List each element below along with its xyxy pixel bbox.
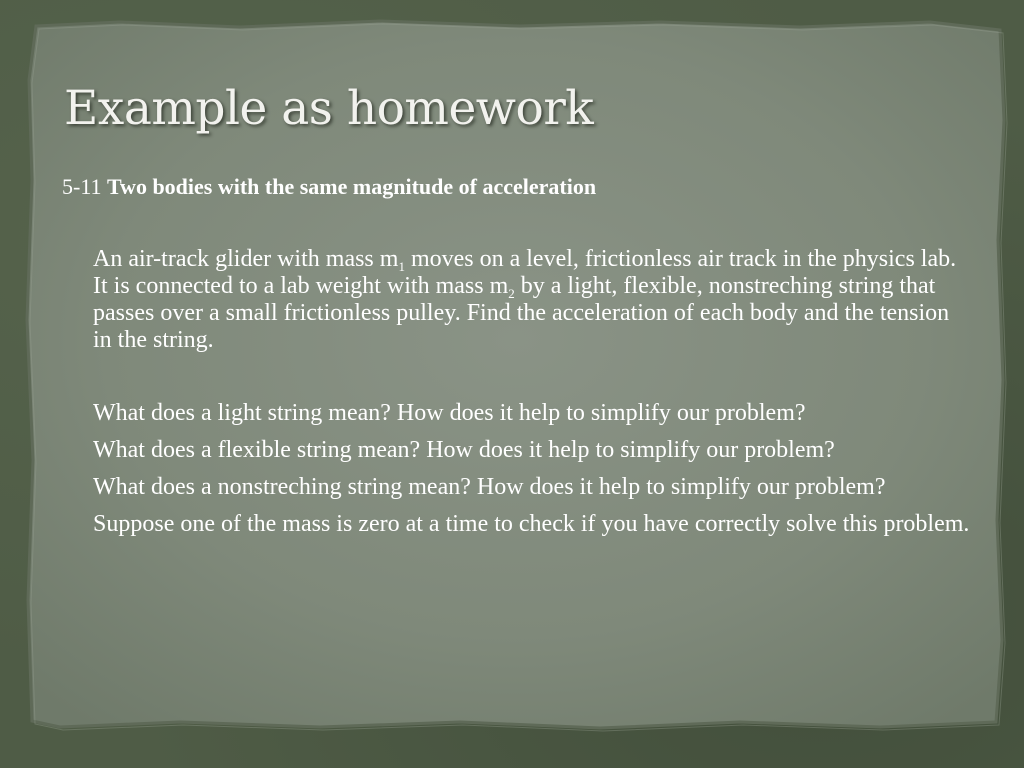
subscript-2: 2 xyxy=(508,286,515,301)
problem-heading-text: Two bodies with the same magnitude of acceleration xyxy=(107,174,597,199)
slide-title: Example as homework xyxy=(64,81,594,136)
problem-heading xyxy=(62,174,596,200)
problem-text-3: by a light, flexible, nonstreching string that passes over a small frictionless pulley. Find the acceleration of each body and the tension in the string. xyxy=(93,273,950,353)
question-light-string: What does a light string mean? How does it help to simplify our problem? xyxy=(93,400,806,426)
question-check-solution: Suppose one of the mass is zero at a time to check if you have correctly solve this problem. xyxy=(93,511,970,537)
problem-number: 5-11 xyxy=(62,174,102,199)
problem-statement xyxy=(93,246,973,354)
problem-text-1: An air-track glider with mass m xyxy=(93,246,399,272)
question-nonstretching-string: What does a nonstreching string mean? How does it help to simplify our problem? xyxy=(93,474,886,500)
subscript-1: 1 xyxy=(398,259,405,274)
slide-body xyxy=(93,246,973,548)
problem-text-2: moves on a level, frictionless air track in the physics lab. It is connected to a lab weight with mass m xyxy=(93,246,957,299)
question-flexible-string: What does a flexible string mean? How does it help to simplify our problem? xyxy=(93,437,835,463)
